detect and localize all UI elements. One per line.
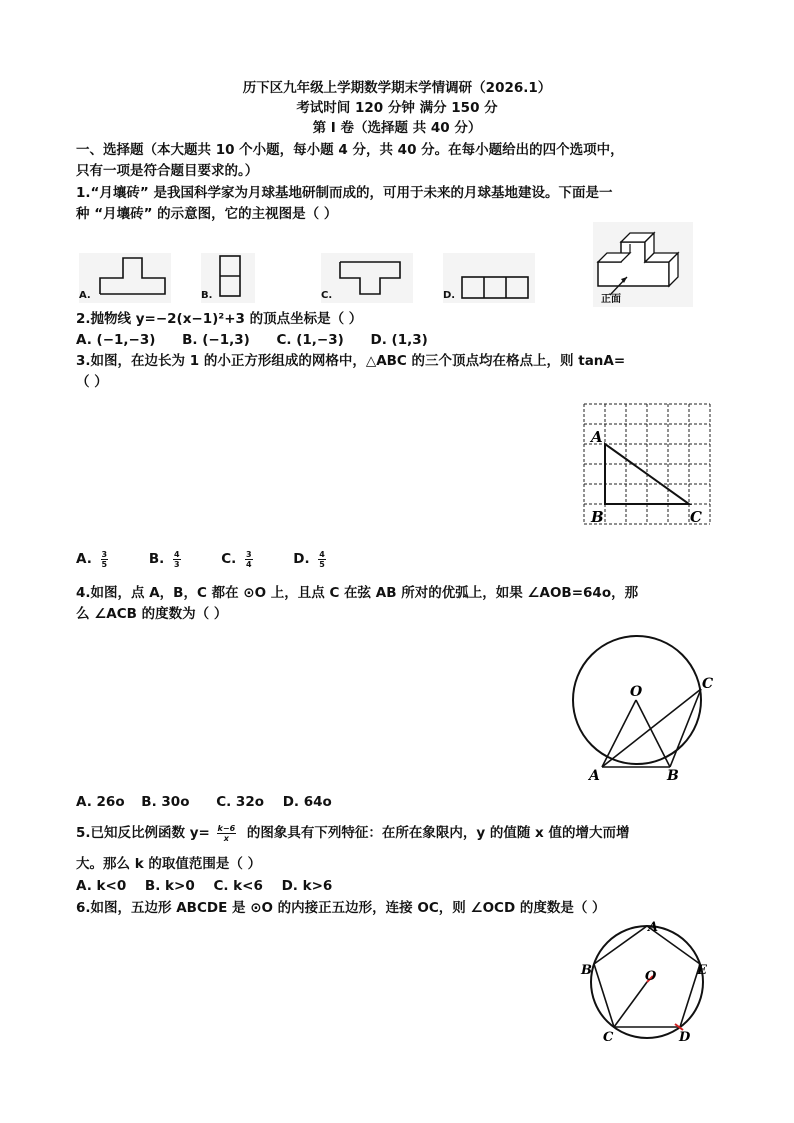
q5-option-c: C. k<6 — [213, 878, 263, 894]
q1-stem-line1: 1.“月壤砖” 是我国科学家为月球基地研制而成的，可用于未来的月球基地建设。下面是一 — [76, 185, 613, 201]
q6-label-o: O — [645, 969, 657, 984]
section-heading-line1: 一、选择题（本大题共 10 个小题，每小题 4 分，共 40 分。在每小题给出的四个选项中， — [76, 142, 624, 158]
q6-label-c: C — [603, 1030, 614, 1045]
q3-stem-line2: （ ） — [76, 374, 108, 390]
q4-stem-line1: 4.如图，点 A，B，C 都在 ⊙O 上，且点 C 在弦 AB 所对的优弧上，如果 ∠AOB=64o，那 — [76, 585, 639, 601]
q6-pentagon-figure — [581, 920, 715, 1045]
q1-stem-line2: 种 “月壤砖” 的示意图，它的主视图是（ ） — [76, 206, 338, 222]
q4-label-b: B — [667, 768, 679, 784]
q3-label-a: A — [591, 428, 603, 446]
q1-option-a-label: A. — [79, 290, 91, 301]
q3-label-b: B — [591, 508, 604, 526]
q3-option-c: C. $\frac{3}{4}$ — [221, 549, 252, 569]
q3-option-c-fraction: $\frac{3}{4}$ — [245, 549, 252, 569]
q4-option-a: A. 26o — [76, 794, 125, 810]
q3-option-b-fraction: $\frac{4}{3}$ — [173, 549, 180, 569]
q5-stem-line2: 大。那么 k 的取值范围是（ ） — [76, 856, 262, 872]
q6-label-d: D — [679, 1030, 691, 1045]
q4-option-c: C. 32o — [216, 794, 264, 810]
q1-option-c-figure — [318, 250, 418, 305]
q4-stem-line2: 么 ∠ACB 的度数为（ ） — [76, 606, 228, 622]
q1-option-a-figure — [76, 250, 176, 305]
q5-options — [76, 876, 354, 896]
q2-option-c: C. (1,−3) — [276, 332, 344, 348]
q3-option-a-fraction: $\frac{3}{5}$ — [101, 549, 108, 569]
exam-title: 历下区九年级上学期数学期末学情调研（2026.1） — [242, 80, 552, 96]
front-label: 正面 — [601, 294, 621, 305]
q3-option-d: D. $\frac{4}{5}$ — [293, 549, 325, 569]
q5-fraction: $\frac{k-6}{x}$ — [217, 823, 236, 843]
q6-label-b: B — [581, 963, 592, 978]
q3-label-c: C — [690, 508, 702, 526]
q4-circle-figure — [567, 630, 717, 784]
q5-option-d: D. k>6 — [281, 878, 333, 894]
volume-title: 第 Ⅰ 卷（选择题 共 40 分） — [312, 120, 482, 136]
q1-option-c-label: C. — [321, 290, 333, 301]
q5-stem-line1: 5.已知反比例函数 y= $\frac{k-6}{x}$ 的图象具有下列特征：在所在象限内，y 的值随 x 值的增大而增 — [76, 823, 630, 843]
q2-options — [76, 330, 450, 350]
q4-label-a: A — [589, 768, 600, 784]
section-heading-line2: 只有一项是符合题目要求的。） — [76, 163, 259, 179]
q6-stem: 6.如图，五边形 ABCDE 是 ⊙O 的内接正五边形，连接 OC，则 ∠OCD 的度数是（ ） — [76, 900, 606, 916]
q6-label-a: A — [648, 920, 659, 935]
q3-option-a: A. $\frac{3}{5}$ — [76, 549, 108, 569]
q2-stem: 2.抛物线 y=−2(x−1)²+3 的顶点坐标是（ ） — [76, 311, 363, 327]
q4-options — [76, 792, 354, 812]
q1-option-b-label: B. — [201, 290, 213, 301]
q4-option-b: B. 30o — [141, 794, 190, 810]
q6-label-e: E — [697, 963, 707, 978]
q4-label-c: C — [702, 676, 714, 692]
q3-grid-figure — [582, 402, 712, 528]
q4-label-o: O — [630, 684, 643, 700]
q2-option-a: A. (−1,−3) — [76, 332, 156, 348]
q2-option-d: D. (1,3) — [370, 332, 428, 348]
q3-options — [76, 549, 348, 569]
q1-option-d-label: D. — [443, 290, 456, 301]
q3-stem-line1: 3.如图，在边长为 1 的小正方形组成的网格中，△ABC 的三个顶点均在格点上，则 tanA= — [76, 353, 626, 369]
q3-option-b: B. $\frac{4}{3}$ — [148, 549, 180, 569]
q5-option-a: A. k<0 — [76, 878, 127, 894]
exam-info: 考试时间 120 分钟 满分 150 分 — [296, 100, 498, 116]
q2-option-b: B. (−1,3) — [182, 332, 250, 348]
q3-option-d-fraction: $\frac{4}{5}$ — [319, 549, 325, 569]
q4-option-d: D. 64o — [282, 794, 332, 810]
q5-option-b: B. k>0 — [144, 878, 195, 894]
